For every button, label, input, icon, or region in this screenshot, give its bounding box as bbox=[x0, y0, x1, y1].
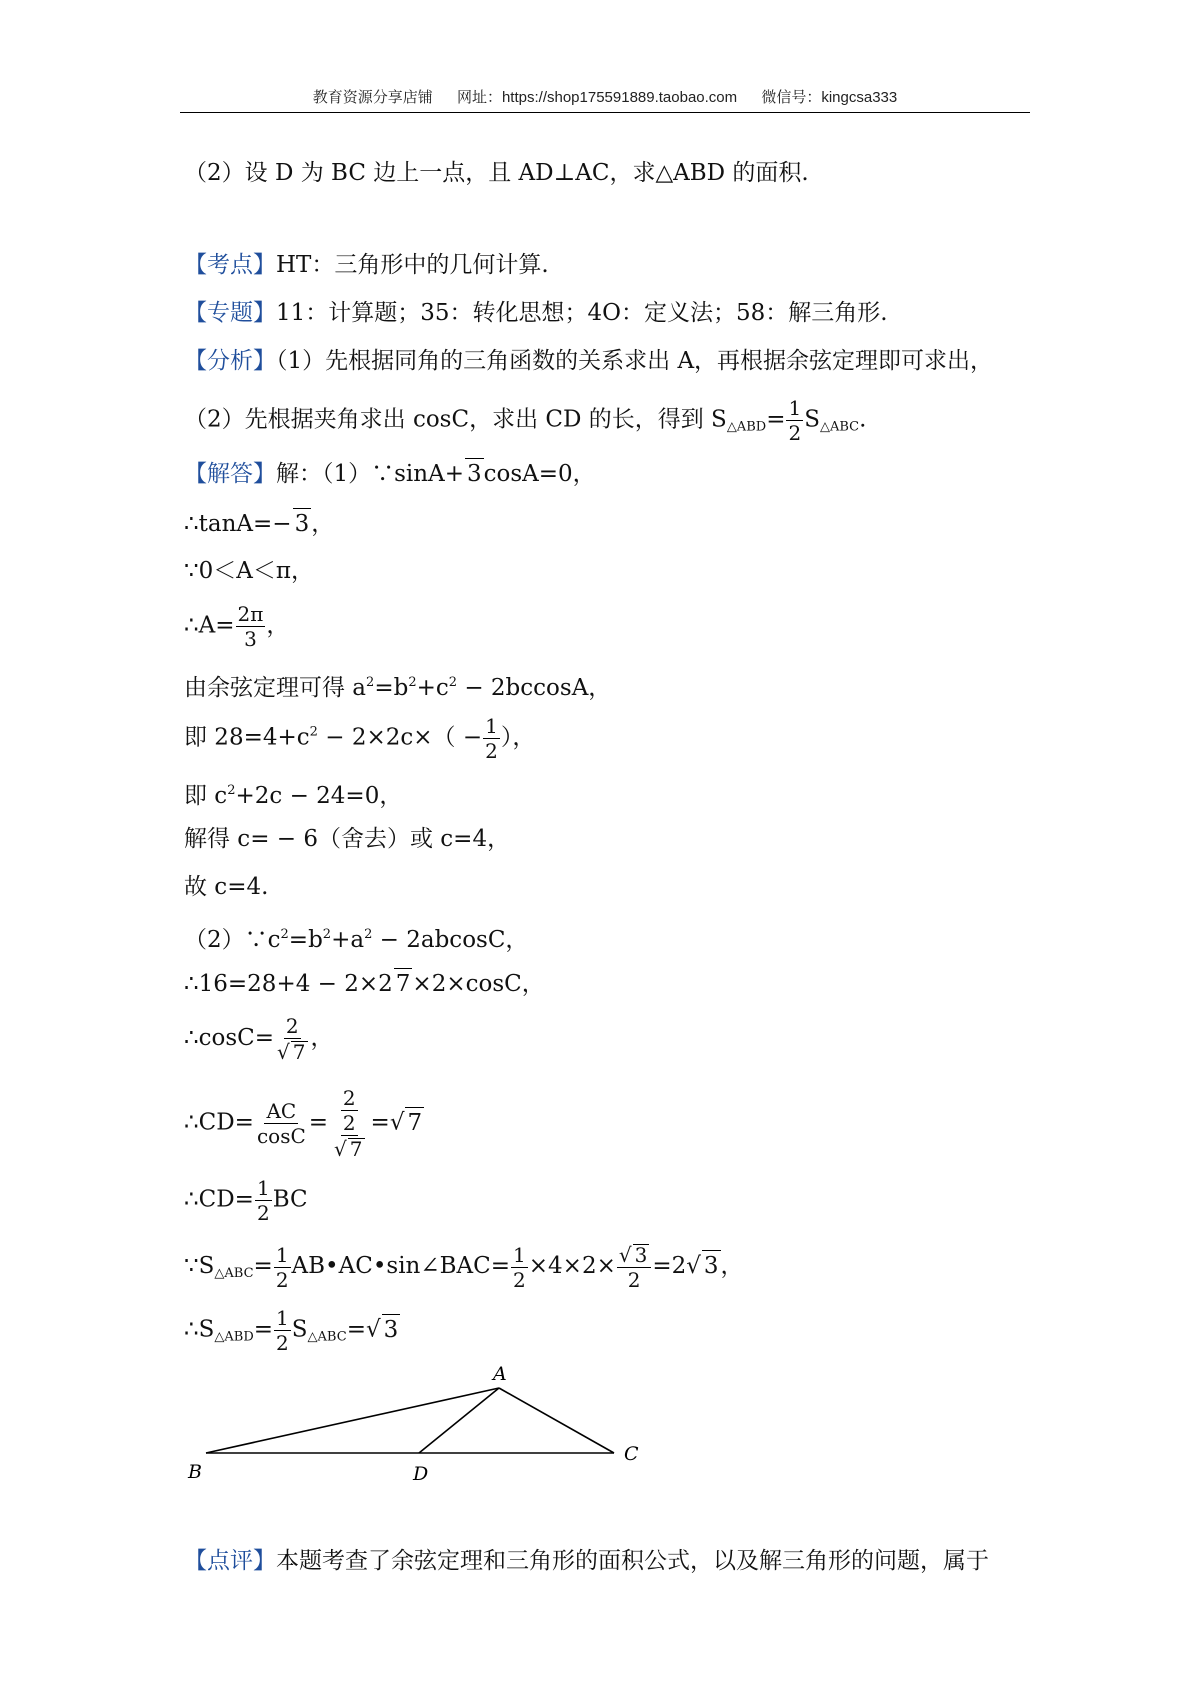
sqrt: 7 bbox=[405, 1107, 424, 1138]
fraction: $\frac{1}{2}$ bbox=[788, 396, 802, 445]
zhuanti-line bbox=[184, 298, 888, 328]
jieda-line4: ∴A= $\frac{2\pi}{3}$ ， bbox=[184, 602, 290, 651]
fraction: $\frac{1}{2}$ bbox=[275, 1242, 289, 1292]
fraction: $\frac{1}{2}$ bbox=[276, 1306, 289, 1355]
compound-fraction: $\frac{2}{\frac{2}{√ 7}}$ bbox=[334, 1086, 363, 1161]
question-part2: （2）设 D 为 BC 边上一点，且 AD⊥AC，求△ABD 的面积. bbox=[184, 160, 809, 186]
label-a: A bbox=[493, 1363, 507, 1385]
fraction: $\frac{√ 3}{2}$ bbox=[617, 1244, 651, 1290]
jieda-line15: $\because S_{\triangle ABC}=$ $\frac{1}{2}$ AB•AC•sin∠BAC= $\frac{1}{2}$ ×4×2× $\frac{√ 3}{2}$ =2√ 3， bbox=[184, 1242, 744, 1292]
jieda-line5: 由余弦定理可得 $a^2=b^2+c^2 - 2bccosA$， bbox=[184, 675, 612, 701]
kaodian-tag: 【考点】 bbox=[184, 252, 276, 278]
jieda-line14: ∴CD= $\frac{1}{2}$ BC bbox=[184, 1176, 308, 1225]
label-c: C bbox=[624, 1443, 639, 1465]
sqrt: 3 bbox=[465, 458, 484, 489]
kaodian-line bbox=[184, 250, 549, 280]
sqrt: 3 bbox=[293, 508, 312, 539]
jieda-line7: 即 $c^2+2c - 24=0$， bbox=[184, 783, 403, 809]
fraction: $\frac{1}{2}$ bbox=[485, 714, 498, 763]
dianping-text: 本题考查了余弦定理和三角形的面积公式，以及解三角形的问题，属于 bbox=[276, 1548, 989, 1574]
sqrt: 7 bbox=[394, 968, 413, 999]
fraction: $\frac{2}{√ 7}$ bbox=[277, 1014, 306, 1064]
jieda-line9: 故 c=4. bbox=[184, 874, 269, 900]
fraction: $\frac{2\pi}{3}$ bbox=[237, 602, 264, 651]
zhuanti-text: 11：计算题；35：转化思想；4O：定义法；58：解三角形. bbox=[276, 300, 888, 326]
dianping-line bbox=[184, 1546, 989, 1576]
segment-ad bbox=[419, 1388, 499, 1453]
jieda-line6: 即 $28=4+c^2 - 2\times 2c\times$（ − $\frac{1}{2}$ ）， bbox=[184, 714, 536, 763]
jieda-line1: 【解答】解：（1）∵sinA+ 3cosA=0， bbox=[184, 458, 596, 489]
page-header bbox=[180, 86, 1030, 107]
jieda-tag: 【解答】 bbox=[184, 461, 276, 487]
side-ba bbox=[206, 1388, 499, 1453]
jieda-line10: $(2)\because c^2=b^2+a^2 - 2abcosC$， bbox=[184, 927, 529, 953]
fenxi-tag: 【分析】 bbox=[184, 348, 276, 374]
jieda-line11: ∴16=28+4 − 2×2 7×2×cosC， bbox=[184, 968, 545, 999]
jieda-line16: $\therefore S_{\triangle ABD}=$ $\frac{1}{2}$ $S_{\triangle ABC}=√$ 3 bbox=[184, 1306, 399, 1355]
fenxi-text1: （1）先根据同角的三角函数的关系求出 A，再根据余弦定理即可求出， bbox=[276, 348, 994, 374]
dianping-tag: 【点评】 bbox=[184, 1548, 276, 1574]
jieda-line13: ∴CD= $\frac{AC}{\cos C}$ = $\frac{2}{\frac{2}{√ 7}}$ =√ 7 bbox=[184, 1086, 423, 1161]
header-url[interactable]: 网址：https://shop175591889.taobao.com bbox=[456, 89, 738, 106]
fraction: $\frac{1}{2}$ bbox=[256, 1176, 270, 1225]
zhuanti-tag: 【专题】 bbox=[184, 300, 276, 326]
jieda-line12: ∴cosC= $\frac{2}{√ 7}$ ， bbox=[184, 1014, 334, 1064]
jieda-line8: 解得 c= − 6（舍去）或 c=4， bbox=[184, 826, 511, 852]
label-b: B bbox=[188, 1461, 202, 1483]
fraction: $\frac{1}{2}$ bbox=[513, 1242, 526, 1292]
side-ac bbox=[499, 1388, 614, 1453]
header-divider bbox=[180, 112, 1030, 113]
fraction: $\frac{AC}{\cos C}$ bbox=[256, 1099, 306, 1148]
header-wechat: 微信号：kingcsa333 bbox=[761, 89, 898, 106]
fenxi-line1 bbox=[184, 346, 993, 376]
label-d: D bbox=[413, 1463, 429, 1485]
fenxi-line2: （2）先根据夹角求出 cosC，求出 CD 的长，得到 $S_{\triangle ABD}=$ $\frac{1}{2}$ $S_{\triangle ABC}$. bbox=[184, 396, 867, 445]
triangle-diagram bbox=[184, 1360, 654, 1490]
jieda-line2: ∴tanA=− 3， bbox=[184, 508, 334, 539]
header-shop: 教育资源分享店铺 bbox=[312, 89, 433, 106]
jieda-line3: ∵0＜A＜π， bbox=[184, 558, 314, 584]
kaodian-text: HT：三角形中的几何计算. bbox=[276, 252, 549, 278]
